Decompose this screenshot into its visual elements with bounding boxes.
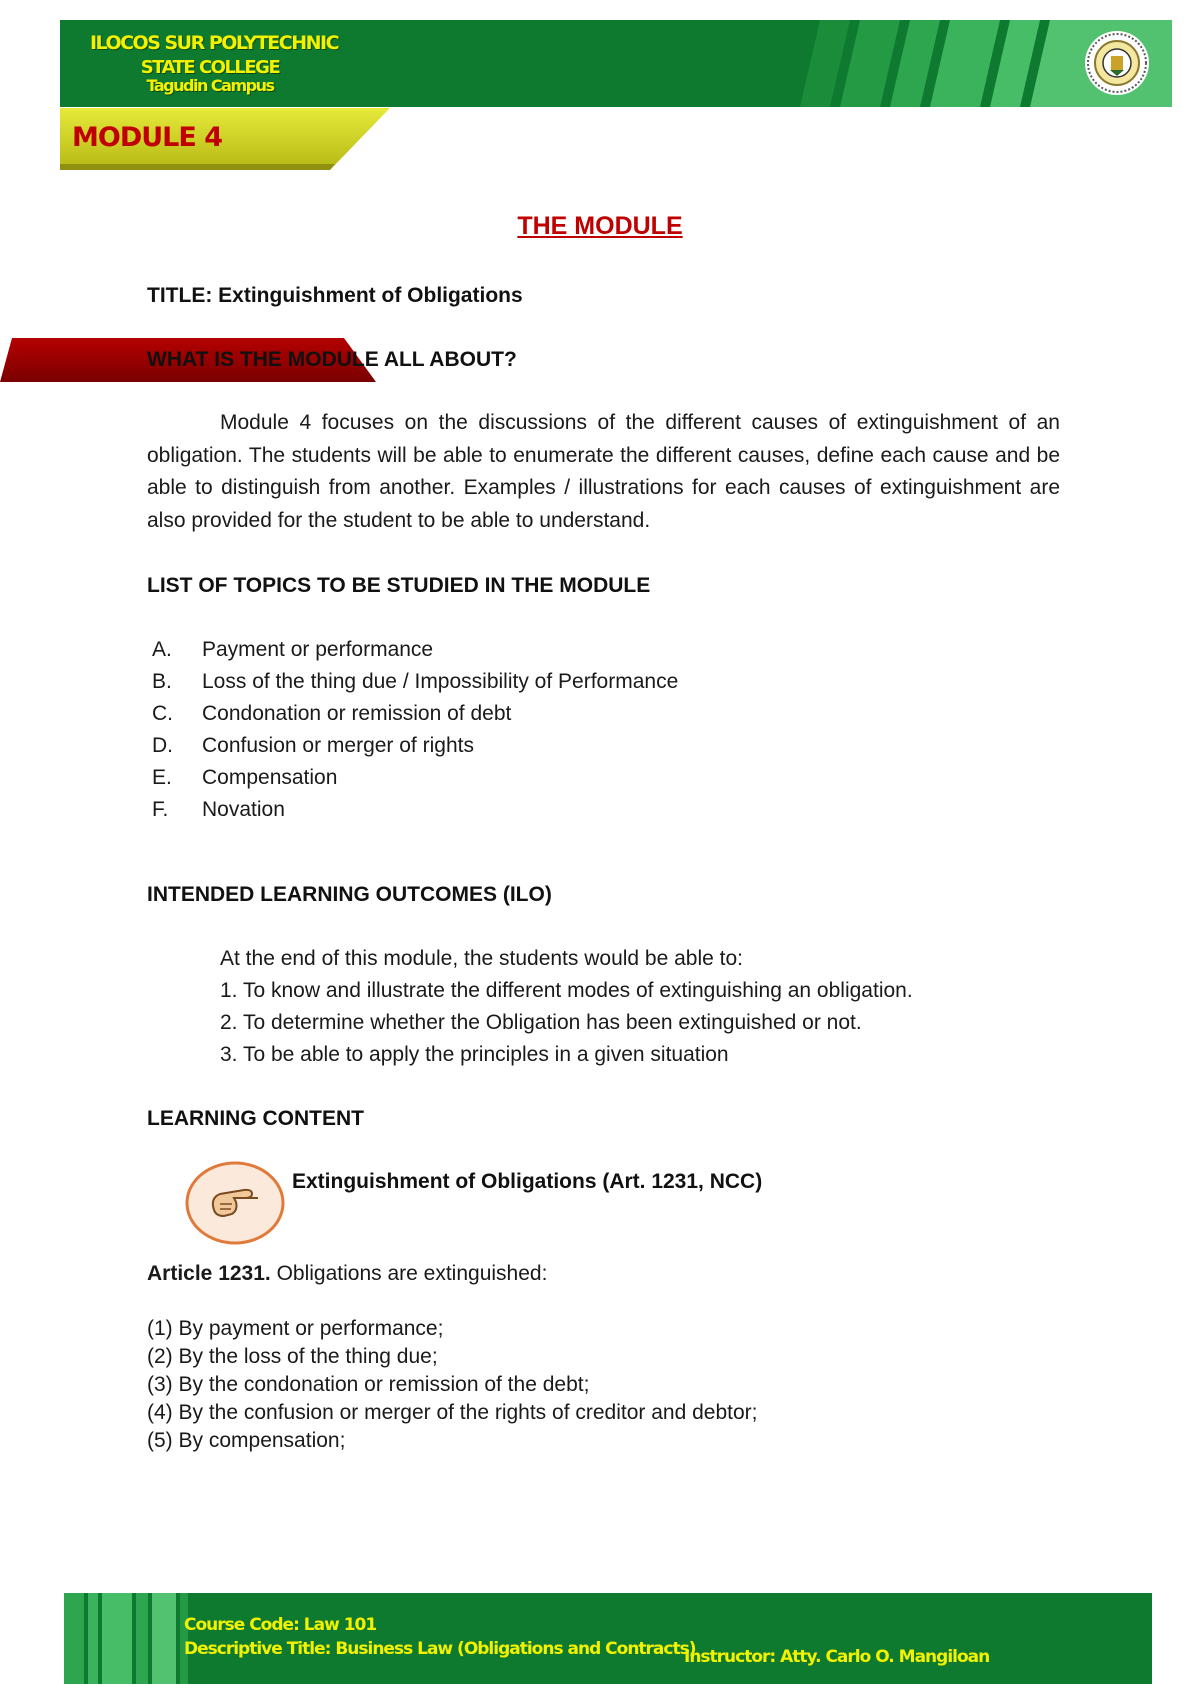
ilo-item: 2. To determine whether the Obligation has been extinguished or not. <box>220 1011 862 1034</box>
list-item-text: Compensation <box>202 766 338 789</box>
document-heading: THE MODULE <box>517 212 683 240</box>
list-item-letter: A. <box>152 638 172 661</box>
ilo-item: 3. To be able to apply the principles in a given situation <box>220 1043 729 1066</box>
ilo-item: 1. To know and illustrate the different modes of extinguishing an obligation. <box>220 979 913 1002</box>
list-item-letter: E. <box>152 766 172 789</box>
list-item-text: Confusion or merger of rights <box>202 734 474 757</box>
article-item: (5) By compensation; <box>147 1429 346 1452</box>
article-statement <box>147 1262 547 1286</box>
footer-banner <box>64 1593 1152 1684</box>
article-text: Obligations are extinguished: <box>270 1262 548 1285</box>
about-paragraph: Module 4 focuses on the discussions of the different causes of extinguishment of an obligation. The students will be able to enumerate the different causes, define each cause and be able to distinguish from another. Examples / illustrations for each causes of extinguishment are also provided for the student to be able to understand. <box>147 411 1060 532</box>
ilo-heading: INTENDED LEARNING OUTCOMES (ILO) <box>147 883 552 906</box>
about-heading: WHAT IS THE MODULE ALL ABOUT? <box>147 348 517 371</box>
list-item-text: Payment or performance <box>202 638 434 661</box>
course-code: Course Code: Law 101 <box>184 1615 377 1635</box>
article-item: (3) By the condonation or remission of the debt; <box>147 1373 590 1396</box>
article-item: (4) By the confusion or merger of the rights of creditor and debtor; <box>147 1401 758 1424</box>
article-item: (1) By payment or performance; <box>147 1317 444 1340</box>
list-item-text: Loss of the thing due / Impossibility of Performance <box>202 670 679 693</box>
header-banner <box>60 20 1172 107</box>
pointing-hand-icon <box>184 1160 286 1246</box>
article-label: Article 1231. <box>147 1262 271 1285</box>
topics-heading: LIST OF TOPICS TO BE STUDIED IN THE MODULE <box>147 574 651 597</box>
school-name-line2: STATE COLLEGE <box>140 57 280 78</box>
list-item-letter: D. <box>152 734 173 757</box>
list-item-letter: F. <box>152 798 169 821</box>
module-title: TITLE: Extinguishment of Obligations <box>147 284 523 307</box>
list-item-text: Novation <box>202 798 285 821</box>
learning-content-heading: LEARNING CONTENT <box>147 1107 364 1130</box>
article-item: (2) By the loss of the thing due; <box>147 1345 438 1368</box>
descriptive-title: Descriptive Title: Business Law (Obligations and Contracts) <box>184 1639 696 1659</box>
school-name-line1: ILOCOS SUR POLYTECHNIC <box>89 32 339 54</box>
campus-name: Tagudin Campus <box>146 76 274 95</box>
list-item-letter: B. <box>152 670 172 693</box>
ilo-intro: At the end of this module, the students would be able to: <box>220 947 744 970</box>
list-item-letter: C. <box>152 702 173 725</box>
instructor-name: Instructor: Atty. Carlo O. Mangiloan <box>684 1647 990 1667</box>
content-subheading: Extinguishment of Obligations (Art. 1231, NCC) <box>292 1170 763 1193</box>
list-item-text: Condonation or remission of debt <box>202 702 512 725</box>
module-label: MODULE 4 <box>72 122 222 153</box>
college-seal-icon <box>1084 30 1150 96</box>
